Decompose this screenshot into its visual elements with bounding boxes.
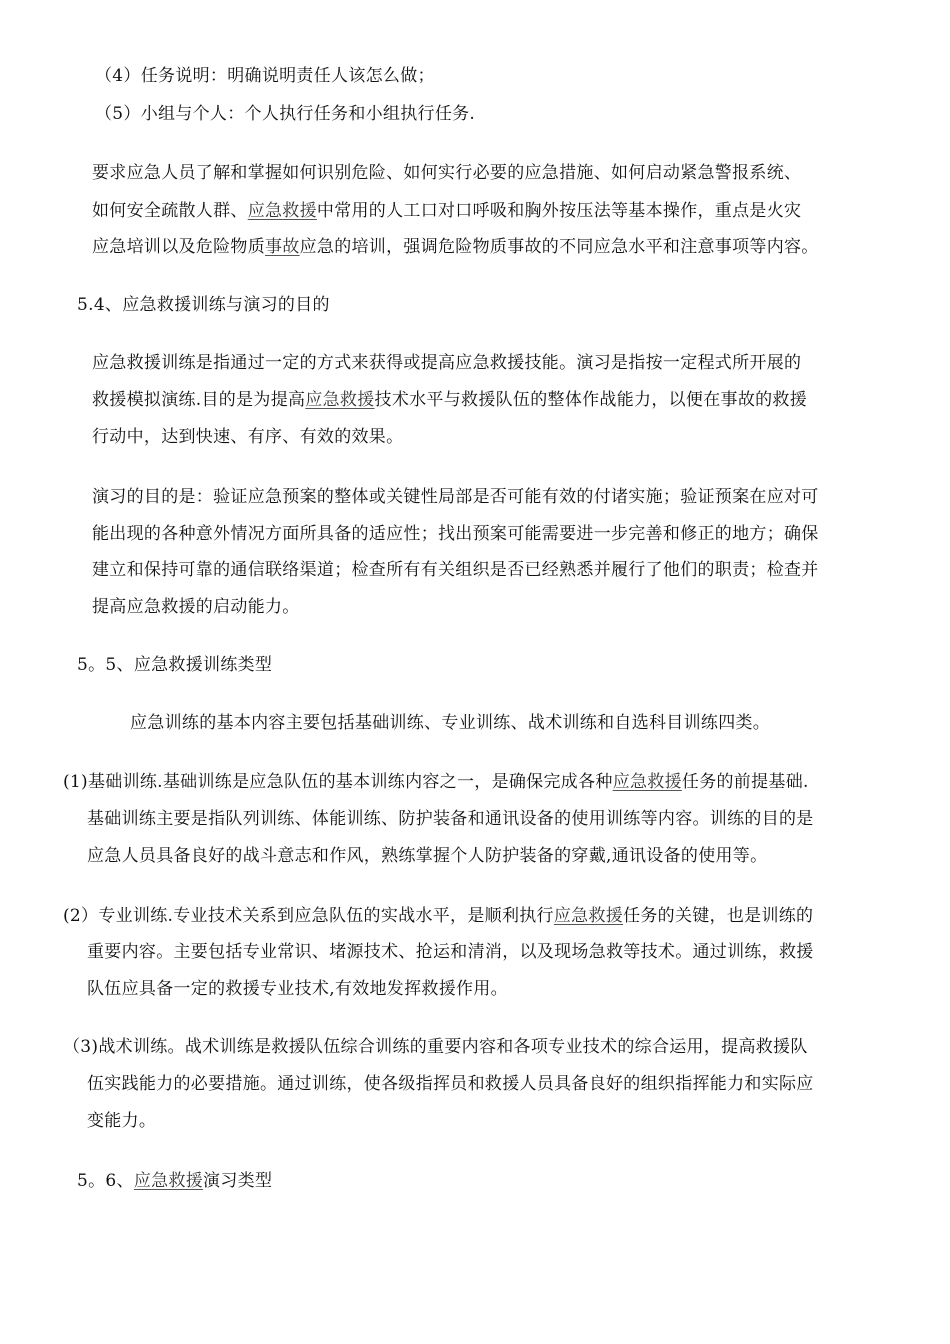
link-emergency-rescue[interactable]: 应急救援 [553, 906, 624, 926]
paragraph-line: 演习的目的是：验证应急预案的整体或关键性局部是否可能有效的付诸实施；验证预案在应对可 [92, 487, 819, 507]
paragraph-training-types-intro: 应急训练的基本内容主要包括基础训练、专业训练、战术训练和自选科目训练四类。 [130, 713, 771, 733]
text-run: 应急培训以及危险物质 [92, 237, 265, 257]
text-run: (2）专业训练.专业技术关系到应急队伍的实战水平，是顺利执行 [63, 906, 554, 926]
paragraph-line: 提高应急救援的启动能力。 [92, 597, 300, 617]
paragraph-line [92, 389, 807, 411]
text-run: (1)基础训练.基础训练是应急队伍的基本训练内容之一，是确保完成各种 [63, 772, 613, 792]
paragraph-line: 基础训练主要是指队列训练、体能训练、防护装备和通讯设备的使用训练等内容。训练的目的是 [87, 809, 814, 829]
text-run: 救援模拟演练.目的是为提高 [92, 390, 306, 410]
text-run: 演习类型 [203, 1171, 273, 1191]
paragraph-line: 伍实践能力的必要措施。通过训练，使各级指挥员和救援人员具备良好的组织指挥能力和实际应 [87, 1074, 814, 1094]
paragraph-line [92, 236, 819, 258]
list-item-5: （5）小组与个人：个人执行任务和小组执行任务. [95, 104, 476, 124]
section-heading-5-4: 5.4、应急救援训练与演习的目的 [77, 295, 330, 315]
paragraph-line: 要求应急人员了解和掌握如何识别危险、如何实行必要的应急措施、如何启动紧急警报系统、 [92, 163, 802, 183]
text-run: 任务的关键，也是训练的 [623, 906, 814, 926]
paragraph-line: 行动中，达到快速、有序、有效的效果。 [92, 427, 404, 447]
paragraph-line [63, 905, 813, 927]
link-emergency-rescue[interactable]: 应急救援 [247, 201, 317, 221]
paragraph-line: 建立和保持可靠的通信联络渠道；检查所有有关组织是否已经熟悉并履行了他们的职责；检查并 [92, 560, 819, 580]
link-emergency-rescue[interactable]: 应急救援 [305, 390, 375, 410]
paragraph-line: 重要内容。主要包括专业常识、堵源技术、抢运和清消，以及现场急救等技术。通过训练，救援 [87, 942, 814, 962]
paragraph-line: 应急救援训练是指通过一定的方式来获得或提高应急救援技能。演习是指按一定程式所开展的 [92, 353, 802, 373]
text-run: 任务的前提基础. [681, 772, 809, 792]
text-run: 技术水平与救援队伍的整体作战能力，以便在事故的救援 [374, 390, 808, 410]
paragraph-line: 应急人员具备良好的战斗意志和作风，熟练掌握个人防护装备的穿戴,通讯设备的使用等。 [87, 846, 768, 866]
link-accident[interactable]: 事故 [265, 237, 300, 257]
link-emergency-rescue[interactable]: 应急救援 [612, 772, 682, 792]
text-run: 应急的培训，强调危险物质事故的不同应急水平和注意事项等内容。 [299, 237, 819, 257]
paragraph-line [92, 200, 801, 222]
link-emergency-rescue[interactable]: 应急救援 [133, 1171, 204, 1191]
list-item-4: （4）任务说明：明确说明责任人该怎么做； [95, 66, 435, 86]
section-heading-5-6 [77, 1170, 272, 1192]
paragraph-line: 能出现的各种意外情况方面所具备的适应性；找出预案可能需要进一步完善和修正的地方；确保 [92, 524, 819, 544]
paragraph-line: 队伍应具备一定的救援专业技术,有效地发挥救援作用。 [87, 979, 508, 999]
text-run: 中常用的人工口对口呼吸和胸外按压法等基本操作，重点是火灾 [316, 201, 802, 221]
paragraph-line [63, 771, 809, 793]
section-heading-5-5: 5。5、应急救援训练类型 [77, 655, 273, 675]
text-run: 5。6、 [77, 1171, 134, 1191]
paragraph-line: 变能力。 [87, 1111, 157, 1131]
text-run: 如何安全疏散人群、 [92, 201, 248, 221]
paragraph-line: （3)战术训练。战术训练是救援队伍综合训练的重要内容和各项专业技术的综合运用，提高救援队 [63, 1037, 808, 1057]
